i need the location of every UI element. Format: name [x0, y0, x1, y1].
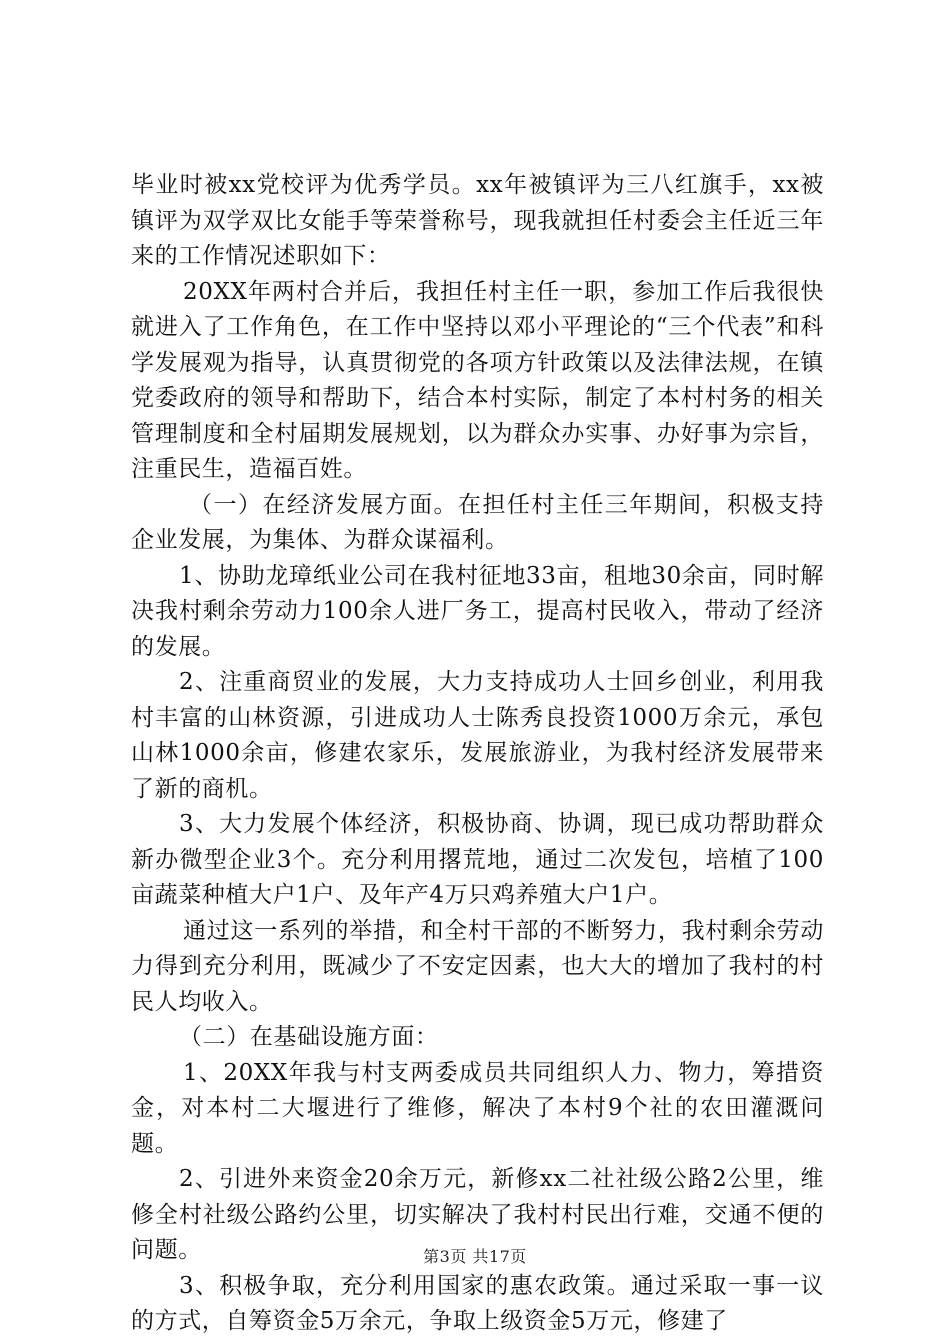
section-heading-infrastructure: （二）在基础设施方面： [179, 1024, 439, 1050]
paragraph-infrastructure-item-1: 1、20XX年我与村支两委成员共同组织人力、物力，筹措资金，对本村二大堰进行了维修，解决了本村9个社的农田灌溉问题。 [131, 1059, 824, 1157]
paragraph-economy-item-3: 3、大力发展个体经济，积极协商、协调，现已成功帮助群众新办微型企业3个。充分利用撂荒地，通过二次发包，培植了100亩蔬菜种植大户1户、及年产4万只鸡养殖大户1户。 [131, 811, 824, 908]
paragraph-infrastructure-item-2: 2、引进外来资金20余万元，新修xx二社社级公路2公里，维修全村社级公路约公里，切实解决了我村村民出行难，交通不便的问题。 [131, 1166, 824, 1263]
paragraph-infrastructure-item-3: 3、积极争取，充分利用国家的惠农政策。通过采取一事一议的方式，自筹资金5万余元，争取上级资金5万元，修建了 [131, 1272, 824, 1334]
paragraph-overview: 20XX年两村合并后，我担任村主任一职，参加工作后我很快就进入了工作角色，在工作中坚持以邓小平理论的“三个代表”和科学发展观为指导，认真贯彻党的各项方针政策以及法律法规，在镇党委政府的领导和帮助下，结合本村实际，制定了本村村务的相关管理制度和全村届期发展规划，以为群众办实事、办好事为宗旨，注重民生，造福百姓。 [131, 278, 824, 482]
section-heading-economy: （一）在经济发展方面。在担任村主任三年期间，积极支持企业发展，为集体、为群众谋福利。 [131, 491, 824, 553]
document-body [131, 168, 824, 1340]
page-footer [0, 1244, 950, 1267]
paragraph-economy-item-2: 2、注重商贸业的发展，大力支持成功人士回乡创业，利用我村丰富的山林资源，引进成功人士陈秀良投资1000万余元，承包山林1000余亩，修建农家乐，发展旅游业，为我村经济发展带来了新的商机。 [131, 669, 824, 802]
paragraph-economy-item-1: 1、协助龙璋纸业公司在我村征地33亩，租地30余亩，同时解决我村剩余劳动力100余人进厂务工，提高村民收入，带动了经济的发展。 [131, 562, 824, 660]
paragraph-intro: 毕业时被xx党校评为优秀学员。xx年被镇评为三八红旗手，xx被镇评为双学双比女能手等荣誉称号，现我就担任村委会主任近三年来的工作情况述职如下： [131, 172, 824, 269]
paragraph-economy-summary: 通过这一系列的举措，和全村干部的不断努力，我村剩余劳动力得到充分利用，既减少了不安定因素，也大大的增加了我村的村民人均收入。 [131, 917, 824, 1015]
page-number: 第3页 共17页 [423, 1247, 527, 1266]
